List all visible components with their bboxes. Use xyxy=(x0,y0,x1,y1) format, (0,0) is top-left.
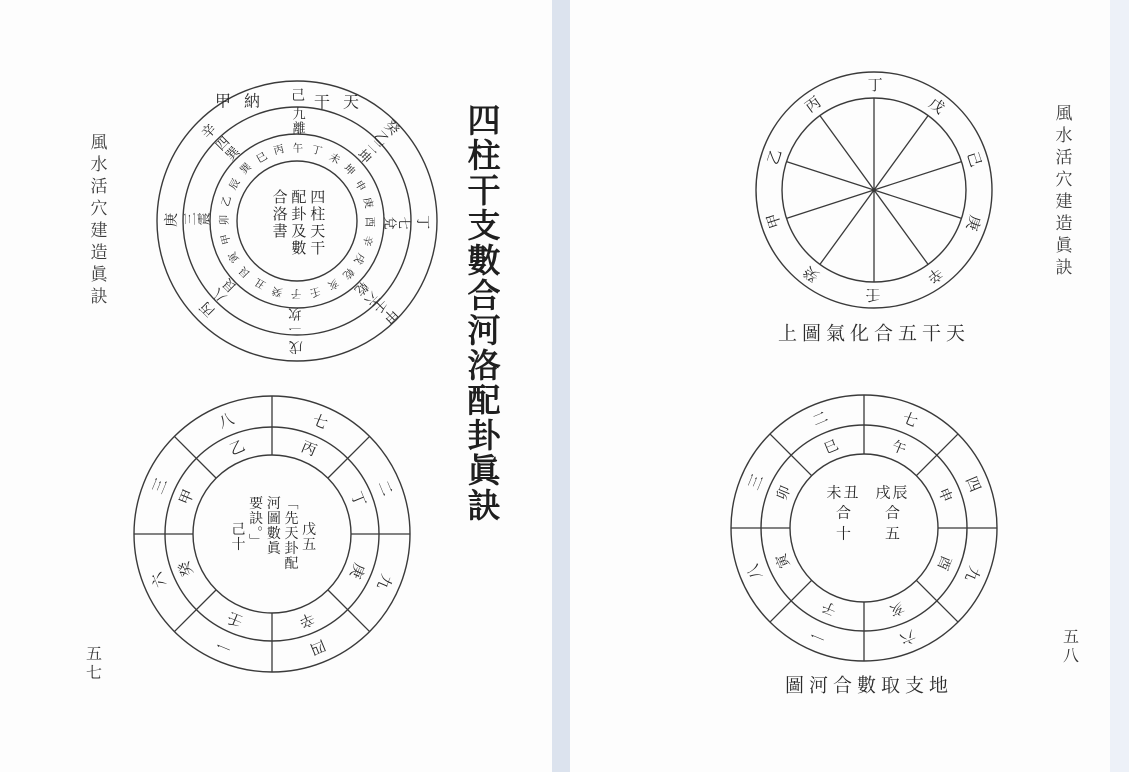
mountain-label: 丙 xyxy=(271,143,286,158)
sector-branch-label: 寅 xyxy=(772,551,793,572)
sector-stem-label: 丁 xyxy=(347,487,369,511)
sector-number-label: 七 xyxy=(307,410,331,433)
mountain-label: 丑 xyxy=(252,276,269,293)
sector-number-label: 八 xyxy=(743,561,766,584)
mountain-label: 辛 xyxy=(360,232,375,248)
sector-number-label: 一 xyxy=(213,635,237,658)
tiangan-heading-label: 干天 xyxy=(313,92,373,112)
sector-branch-label: 申 xyxy=(935,484,956,505)
sector-stem-label: 丙 xyxy=(296,437,320,460)
center-text-column: 河圖數眞 xyxy=(264,495,281,556)
mountain-label: 壬 xyxy=(308,284,323,299)
sector-number-label: 一 xyxy=(806,625,830,648)
najia-stem-label: 甲壬 xyxy=(369,293,403,327)
top-right-diagram-caption: 上圖氣化合五干天 xyxy=(777,322,971,345)
trigram-number-label: 一坎 xyxy=(289,307,305,335)
mountain-label: 子 xyxy=(290,288,303,300)
sector-number-label: 三 xyxy=(744,470,767,494)
mountain-label: 丁 xyxy=(308,143,324,158)
mountain-label: 午 xyxy=(291,142,304,154)
sector-stem-label: 乙 xyxy=(225,436,249,459)
center-text-column: 要訣。」 xyxy=(247,495,264,549)
najia-stem-label: 丁 xyxy=(415,213,431,230)
sector-number-label: 三 xyxy=(148,475,171,499)
najia-stem-label: 辛 xyxy=(197,120,219,143)
branch-pair: 未丑 xyxy=(826,483,861,502)
combine-number: 十 xyxy=(835,524,851,543)
bottom-left-diagram-center-text xyxy=(227,496,317,571)
mountain-label: 庚 xyxy=(360,195,375,210)
sector-stem-label: 癸 xyxy=(174,557,197,581)
heavenly-stem-label: 乙 xyxy=(763,145,785,168)
mountain-label: 艮 xyxy=(236,264,254,281)
mountain-label: 甲 xyxy=(219,232,234,247)
heavenly-stem-label: 壬 xyxy=(864,287,883,303)
center-text-column: 四柱天干 xyxy=(308,189,327,257)
mountain-label: 亥 xyxy=(325,276,342,293)
mountain-label: 寅 xyxy=(225,249,242,266)
najia-stem-label: 己 xyxy=(289,87,306,103)
left-page-number: 五七 xyxy=(83,645,103,683)
heavenly-stem-label: 庚 xyxy=(963,212,985,235)
trigram-number-label: 四巽 xyxy=(211,134,242,166)
center-pair-group xyxy=(876,483,910,544)
sector-number-label: 六 xyxy=(148,568,170,592)
mountain-label: 巽 xyxy=(237,160,254,178)
heavenly-stem-label: 己 xyxy=(963,147,985,170)
trigram-number-label: 八艮 xyxy=(210,276,242,307)
najia-stem-label: 癸乙 xyxy=(369,115,403,149)
center-text-column: 「先天卦配 xyxy=(282,495,299,571)
sector-branch-label: 亥 xyxy=(887,599,908,620)
mountain-label: 辰 xyxy=(225,176,242,193)
mountain-label: 卯 xyxy=(218,214,230,227)
section-title: 四柱干支數合河洛配卦眞訣 xyxy=(462,103,502,523)
sector-branch-label: 巳 xyxy=(820,436,841,457)
sector-stem-label: 壬 xyxy=(224,608,248,631)
sector-number-label: 四 xyxy=(962,472,985,495)
najia-stem-label: 丙 xyxy=(196,299,219,321)
center-pair-group xyxy=(826,483,860,544)
combine-number: 五 xyxy=(885,524,901,543)
sector-stem-label: 庚 xyxy=(346,558,369,582)
combine-word: 合 xyxy=(885,503,901,522)
sector-number-label: 八 xyxy=(214,410,238,432)
left-margin-book-title: 風水活穴建造眞訣 xyxy=(86,133,107,309)
sector-number-label: 九 xyxy=(373,569,396,593)
right-margin-book-title: 風水活穴建造眞訣 xyxy=(1051,104,1072,280)
najia-heading-label: 甲納 xyxy=(214,91,274,111)
najia-stem-label: 戊 xyxy=(288,339,305,355)
center-text-column: 戊五 xyxy=(300,521,317,552)
sector-branch-label: 酉 xyxy=(935,551,956,573)
mountain-label: 坤 xyxy=(340,161,358,178)
mountain-label: 酉 xyxy=(364,215,376,228)
mountain-label: 未 xyxy=(325,149,342,166)
trigram-number-label: 七兌 xyxy=(383,213,411,229)
trigram-number-label: 六乾 xyxy=(352,276,383,307)
mountain-label: 申 xyxy=(352,176,369,193)
najia-stem-label: 庚 xyxy=(163,212,179,229)
branch-pair: 戌辰 xyxy=(875,483,910,502)
trigram-number-label: 九離 xyxy=(289,107,305,135)
heavenly-stem-label: 甲 xyxy=(763,210,785,233)
sector-number-label: 二 xyxy=(808,407,831,430)
sector-number-label: 四 xyxy=(306,636,330,658)
mountain-label: 戌 xyxy=(352,249,369,266)
mountain-label: 癸 xyxy=(270,284,286,299)
sector-branch-label: 午 xyxy=(887,436,909,457)
trigram-number-label: 三震 xyxy=(183,213,211,229)
mountain-label: 乙 xyxy=(219,194,234,210)
trigram-number-label: 二坤 xyxy=(352,135,383,166)
top-left-diagram-center-text xyxy=(269,189,327,257)
sector-stem-label: 辛 xyxy=(295,609,319,631)
sector-number-label: 六 xyxy=(897,626,920,649)
mountain-label: 乾 xyxy=(340,264,357,282)
sector-number-label: 二 xyxy=(374,476,396,500)
center-text-column: 己十 xyxy=(229,521,246,552)
bottom-right-diagram-caption: 圖河合數取支地 xyxy=(784,674,954,697)
heavenly-stem-label: 辛 xyxy=(923,263,948,288)
sector-branch-label: 卯 xyxy=(772,483,793,505)
combine-word: 合 xyxy=(835,503,851,522)
center-text-column: 配卦及數 xyxy=(289,189,308,257)
heavenly-stem-label: 癸 xyxy=(799,262,824,287)
sector-number-label: 九 xyxy=(961,562,984,586)
mountain-label: 巳 xyxy=(252,149,269,166)
center-text-column: 合洛書 xyxy=(270,189,289,240)
right-page-number: 五八 xyxy=(1060,628,1080,666)
heavenly-stem-label: 丁 xyxy=(865,77,884,93)
heavenly-stem-label: 戊 xyxy=(924,93,949,118)
sector-branch-label: 子 xyxy=(819,599,841,620)
heavenly-stem-label: 丙 xyxy=(800,92,825,117)
sector-stem-label: 甲 xyxy=(175,486,198,510)
sector-number-label: 七 xyxy=(898,408,922,431)
bottom-right-diagram-center-text xyxy=(826,483,909,544)
